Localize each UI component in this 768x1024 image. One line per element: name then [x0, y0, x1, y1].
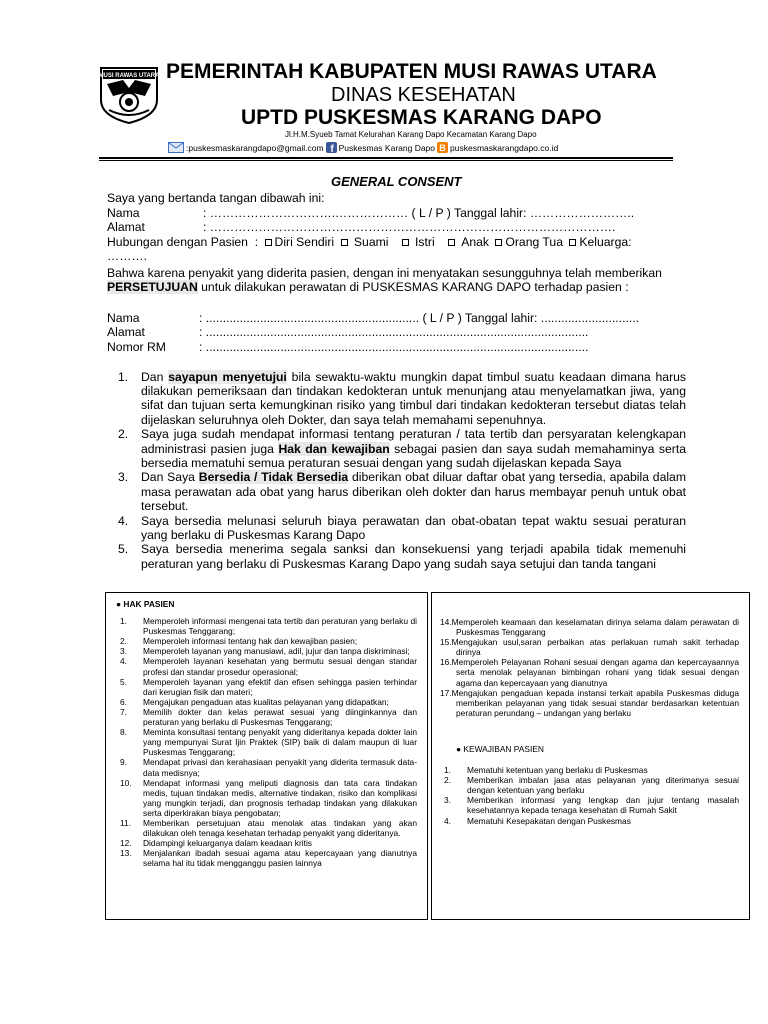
consent-keyword: PERSETUJUAN [107, 280, 198, 294]
statement-line-1: Bahwa karena penyakit yang diderita pasien, dengan ini menyatakan sesungguhnya telah memberikan [107, 266, 662, 280]
patient-obligations-box [431, 592, 750, 920]
signer-name-label: Nama [107, 206, 140, 220]
checkbox-suami[interactable] [341, 239, 348, 246]
list-item: 13. Menjalankan ibadah sesuai agama atau kepercayaan yang dianutnya selama hal itu tidak mengganggu pasien lainnya [120, 848, 417, 869]
list-item: 16.Memperoleh Pelayanan Rohani sesuai dengan agama dan kepercayaannya serta menolak pelayanan bimbingan rohani yang tidak sesuai dengan agama dan kepercayaan yang dianutnya [440, 657, 739, 688]
facebook-link[interactable]: Puskesmas Karang Dapo [338, 142, 436, 153]
checkbox-istri[interactable] [402, 239, 409, 246]
clause-item: 3. Dan Saya Bersedia / Tidak Bersedia diberikan obat diluar daftar obat yang tersedia, apabila dalam masa perawatan ada obat yang harus diberikan oleh dokter dan harus membayar penuh untuk obat tersebut. [118, 470, 686, 513]
intro-text: Saya yang bertanda tangan dibawah ini: [107, 191, 325, 205]
list-item: 1. Mematuhi ketentuan yang berlaku di Puskesmas [444, 765, 648, 776]
list-item: 5. Memperoleh layanan yang efektif dan efisen sehingga pasien terhindar dari kerugian fisik dan materi; [120, 676, 417, 697]
regency-logo [99, 66, 159, 124]
patient-obligations-title: ● KEWAJIBAN PASIEN [456, 743, 544, 754]
statement-rest: untuk dilakukan perawatan di PUSKESMAS KARANG DAPO terhadap pasien : [197, 280, 629, 294]
header-divider [99, 157, 673, 161]
list-item: 4. Memperoleh layanan kesehatan yang bermutu sesuai dengan standar profesi dan standar prosedur operasional; [120, 656, 417, 677]
checkbox-anak[interactable] [448, 239, 455, 246]
list-item: 12. Didampingi keluarganya dalam keadaan kritis [120, 838, 312, 849]
email-link[interactable]: :puskesmaskarangdapo@gmail.com [186, 142, 324, 153]
header-government: PEMERINTAH KABUPATEN MUSI RAWAS UTARA [166, 60, 657, 83]
patient-rm-label: Nomor RM [107, 340, 166, 354]
list-item: 2. Memberikan imbalan jasa atas pelayanan yang diterimanya sesuai dengan ketentuan yang berlaku [444, 775, 739, 796]
relationship-continuation[interactable]: ………. [107, 249, 147, 263]
patient-rm-row [107, 340, 588, 354]
email-icon [168, 142, 184, 153]
signer-name-row [107, 206, 634, 220]
list-item: 15.Mengajukan usul,saran perbaikan atas perlakuan rumah sakit terhadap dirinya [440, 637, 739, 658]
list-item: 8. Meminta konsultasi tentang penyakit yang dideritanya kepada dokter lain yang mempunyai Surat Ijin Praktek (SIP) baik di dalam maupun di luar Puskesmas Tenggarang; [120, 727, 417, 758]
patient-address-label: Alamat [107, 325, 145, 339]
clause-item: 5. Saya bersedia menerima segala sanksi dan konsekuensi yang terjadi apabila tidak memenuhi peraturan yang berlaku di Puskesmas Karang Dapo yang sudah saya setujui dan tanda tangani [118, 542, 686, 571]
list-item: 4. Mematuhi Kesepakatan dengan Puskesmas [444, 815, 631, 826]
option-orang-tua: Orang Tua [505, 235, 563, 249]
signer-name-field[interactable]: : ………………………….……………… ( L / P ) Tanggal lahir: …………………….. [203, 206, 635, 220]
header-department: DINAS KESEHATAN [331, 84, 516, 106]
patient-name-field[interactable]: : ............................................................... ( L / P ) Tanggal lahir: ............................. [199, 311, 640, 325]
relationship-label: Hubungan dengan Pasien [107, 235, 248, 249]
document-title: GENERAL CONSENT [331, 174, 462, 189]
list-item: 6. Mengajukan pengaduan atas kualitas pelayanan yang didapatkan; [120, 696, 389, 707]
list-item: 14.Memperoleh keamaan dan keselamatan dirinya selama dalam perawatan di Puskesmas Tenggarang [440, 617, 739, 638]
signer-address-field[interactable]: : ………………………………………………………………………………………. [203, 220, 616, 234]
header-address: Jl.H.M.Syueb Tamat Kelurahan Karang Dapo Kecamatan Karang Dapo [285, 130, 537, 139]
facebook-icon [326, 142, 337, 153]
list-item: 3. Memberikan informasi yang lengkap dan jujur tentang masalah kesehatannya kepada tenaga kesehatan di Rumah Sakit [444, 795, 739, 816]
list-item: 3. Memperoleh layanan yang manusiawi, adil, jujur dan tanpa diskriminasi; [120, 646, 410, 657]
list-item: 11. Memberikan persetujuan atau menolak atas tindakan yang akan dilakukan oleh tenaga kesehatan terhadap penyakit yang dideritanya. [120, 817, 417, 839]
relationship-row: Hubungan dengan Pasien : Diri Sendiri Suami Istri Anak Orang Tua Keluarga: [107, 235, 632, 249]
statement-line-2 [107, 280, 629, 294]
header-contact [168, 142, 558, 153]
clause-item: 1. Dan sayapun menyetujui bila sewaktu-waktu mungkin dapat timbul suatu keadaan dimana harus dilakukan pemeriksaan dan tindakan kedokteran untuk menunjang atau menyelamatkan jiwa, yang sifat dan tujuan serta kemungkinan risiko yang timbul dari tindakan kedokteran tersebut diatas telah dijelaskan seluruhnya oleh Dokter, dan saya telah memahami sepenuhnya. [118, 370, 687, 427]
patient-address-field[interactable]: : ................................................................................................................. [199, 325, 589, 339]
list-item: 1. Memperoleh informasi mengenai tata tertib dan peraturan yang berlaku di Puskesmas Tenggarang; [120, 616, 417, 637]
option-anak: Anak [461, 235, 489, 249]
patient-name-row [107, 311, 639, 325]
patient-rights-title: ● HAK PASIEN [116, 599, 175, 609]
patient-obligations-list [440, 765, 739, 826]
option-keluarga: Keluarga: [579, 235, 632, 249]
list-item: 17.Mengajukan pengaduan kepada instansi terkait apabila Puskesmas diduga memberikan pelayanan yang tidak sesuai standar berdasarkan ketentuan peraturan perundang – undangan yang berlaku [440, 687, 739, 718]
option-istri: Istri [415, 235, 435, 249]
patient-rights-box [105, 592, 428, 920]
header-puskesmas: UPTD PUSKESMAS KARANG DAPO [241, 106, 602, 129]
list-item: 10. Mendapat informasi yang meliputi diagnosis dan tata cara tindakan medis, tujuan tindakan medis, alternative tindakan, risiko dan komplikasi yang mungkin terjadi, dan prognosis terhadap tindakan yang dilakukan serta diperkirakan biaya pengobatan; [120, 777, 417, 818]
patient-rights-list [116, 616, 417, 868]
checkbox-keluarga[interactable] [569, 239, 576, 246]
list-item: 9. Mendapat privasi dan kerahasiaan penyakit yang diderita termasuk data-data medisnya; [120, 757, 417, 778]
clause-item: 2. Saya juga sudah mendapat informasi tentang peraturan / tata tertib dan persyaratan kelengkapan administrasi pasien juga Hak dan kewajiban sebagai pasien dan saya sudah memahaminya serta bersedia mematuhi semua peraturan sesuai dengan yang sudah dijelaskan kepada Saya [118, 427, 686, 470]
signer-address-row [107, 220, 615, 234]
patient-rm-field[interactable]: : ................................................................................................................. [199, 340, 589, 354]
list-item: 2. Memperoleh informasi tentang hak dan kewajiban pasien; [120, 636, 358, 647]
clause-item: 4. Saya bersedia melunasi seluruh biaya perawatan dan obat-obatan tepat waktu sesuai peraturan yang berlaku di Puskesmas Karang Dapo [118, 513, 686, 542]
patient-address-row [107, 325, 588, 339]
list-item: 7. Memilih dokter dan kelas perawat sesuai yang diinginkannya dan peraturan yang berlaku di Puskesmas Tenggarang; [120, 706, 417, 728]
option-diri-sendiri: Diri Sendiri [274, 235, 335, 249]
checkbox-diri-sendiri[interactable] [265, 239, 272, 246]
svg-text:f: f [329, 144, 334, 153]
consent-clauses [108, 370, 686, 571]
patient-name-label: Nama [107, 311, 140, 325]
blogger-icon [437, 142, 448, 153]
blog-link[interactable]: puskesmaskarangdapo.co.id [450, 142, 559, 153]
option-suami: Suami [353, 235, 389, 249]
logo-text: MUSI RAWAS UTARA [99, 73, 159, 79]
patient-rights-continued [440, 617, 739, 718]
svg-text:B: B [439, 143, 446, 153]
checkbox-orang-tua[interactable] [495, 239, 502, 246]
signer-address-label: Alamat [107, 220, 145, 234]
